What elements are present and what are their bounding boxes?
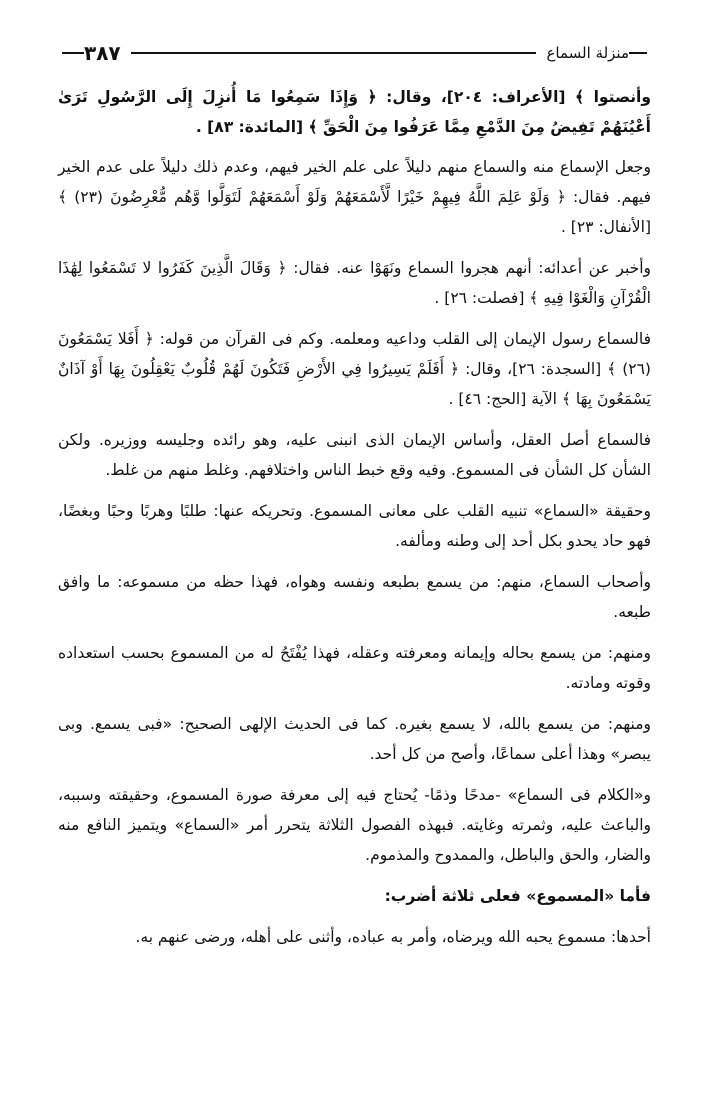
running-title: منزلة السماع: [546, 44, 629, 62]
paragraph: ومنهم: من يسمع بالله، لا يسمع بغيره. كما فى الحديث الإلهى الصحيح: «فبى يسمع. وبى يبصر» وهذا أعلى سماعًا، وأصح من كل أحد.: [58, 715, 651, 763]
paragraph: أحدها: مسموع يحبه الله ويرضاه، وأمر به عباده، وأثنى على أهله، ورضى عنهم به.: [135, 928, 651, 946]
paragraph: ومنهم: من يسمع بحاله وإيمانه ومعرفته وعقله، فهذا يُفْتَحُ له من المسموع بحسب استعداده وقوته ومادته.: [58, 644, 651, 692]
paragraph: وحقيقة «السماع» تنبيه القلب على معانى المسموع. وتحريكه عنها: طلبًا وهربًا وحبًا وبغضًا، فهو حاد يحدو بكل أحد إلى وطنه ومألفه.: [58, 502, 651, 550]
paragraph: فالسماع رسول الإيمان إلى القلب وداعيه ومعلمه. وكم فى القرآن من قوله: ﴿ أَفَلا يَسْمَعُونَ (٢٦) ﴾ [السجدة: ٢٦]، وقال: ﴿ أَفَلَمْ يَسِيرُوا فِي الأَرْضِ فَتَكُونَ لَهُمْ قُلُوبٌ يَعْقِلُونَ بِهَا أَوْ آذَانٌ يَسْمَعُونَ بِهَا ﴾ الآية [الحج: ٤٦] .: [58, 330, 651, 408]
paragraph: و«الكلام فى السماع» -مدحًا وذمًا- يُحتاج فيه إلى معرفة صورة المسموع، وحقيقته وسببه، والباعث عليه، وثمرته وغايته. فبهذه الفصول الثلاثة يتحرر أمر «السماع» ويتميز النافع منه والضار، والحق والباطل، والممدوح والمذموم.: [58, 786, 651, 864]
page-number: ٣٨٧: [84, 41, 121, 65]
paragraph: وجعل الإسماع منه والسماع منهم دليلاً على علم الخير فيهم، وعدم ذلك دليلاً على عدم الخير فيهم. فقال: ﴿ وَلَوْ عَلِمَ اللَّهُ فِيهِمْ خَيْرًا لَّأَسْمَعَهُمْ وَلَوْ أَسْمَعَهُمْ لَتَوَلَّوا وَّهُم مُّعْرِضُونَ (٢٣) ﴾ [الأنفال: ٢٣] .: [58, 158, 651, 236]
paragraph: وأصحاب السماع، منهم: من يسمع بطبعه ونفسه وهواه، فهذا حظه من مسموعه: ما وافق طبعه.: [58, 573, 651, 621]
paragraph: وأخبر عن أعدائه: أنهم هجروا السماع ونَهَوْا عنه. فقال: ﴿ وَقَالَ الَّذِينَ كَفَرُوا لا تَسْمَعُوا لِهَٰذَا الْقُرْآنِ وَالْغَوْا فِيهِ ﴾ [فصلت: ٢٦] .: [58, 259, 651, 307]
paragraph: وأنصتوا ﴾ [الأعراف: ٢٠٤]، وقال: ﴿ وَإِذَا سَمِعُوا مَا أُنزِلَ إِلَى الرَّسُولِ تَرَىٰ أَعْيُنَهُمْ تَفِيضُ مِنَ الدَّمْعِ مِمَّا عَرَفُوا مِنَ الْحَقِّ ﴾ [المائدة: ٨٣] .: [58, 88, 651, 136]
paragraph: فالسماع أصل العقل، وأساس الإيمان الذى انبنى عليه، وهو رائده وجليسه ووزيره. ولكن الشأن كل الشأن فى المسموع. وفيه وقع خبط الناس واختلافهم. وغلط منهم من غلط.: [58, 431, 651, 479]
header-rule: [131, 52, 537, 54]
page-header: [58, 38, 651, 68]
header-rule-start: [629, 52, 647, 54]
paragraph: فأما «المسموع» فعلى ثلاثة أضرب:: [384, 887, 651, 905]
header-rule-end: [62, 52, 84, 54]
page-body: [58, 82, 651, 952]
